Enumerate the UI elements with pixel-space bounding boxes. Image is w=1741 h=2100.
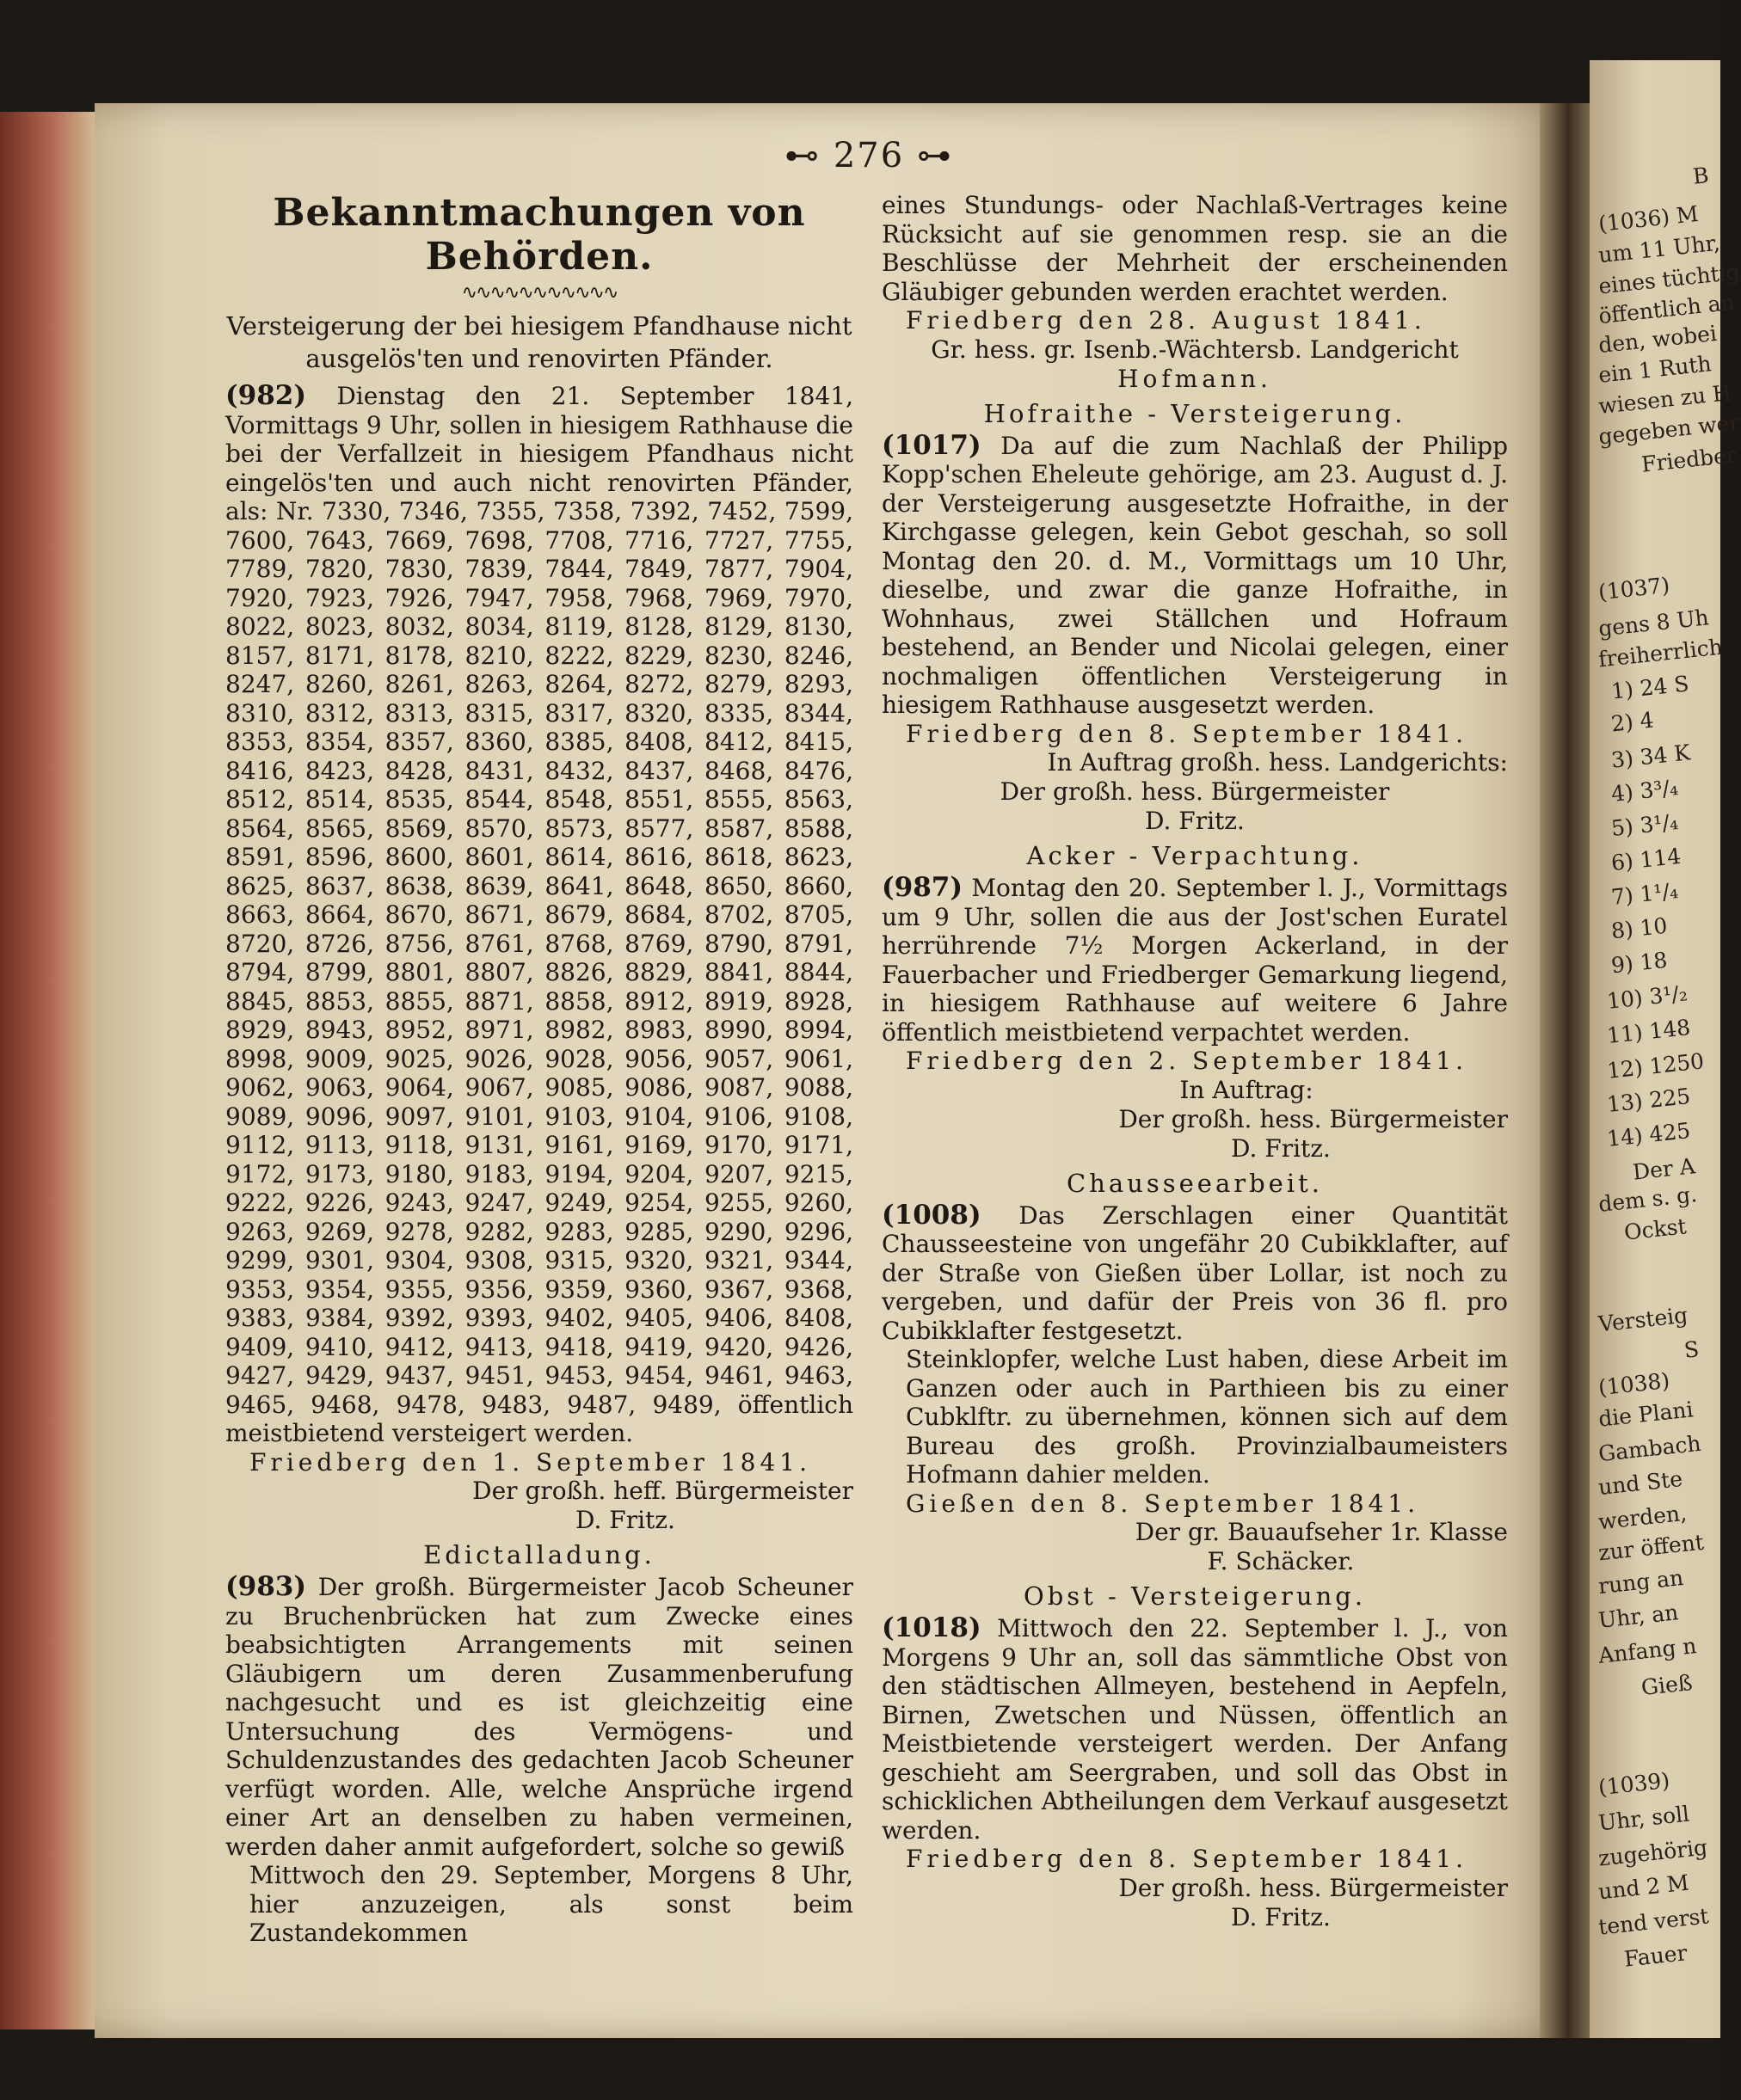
fragment-line: die Plani (1596, 1397, 1695, 1432)
page-number: 276 (833, 136, 905, 175)
fragment-line: zur öffent (1596, 1529, 1706, 1566)
notice-983-continued: Mittwoch den 29. September, Morgens 8 Uhr, hier anzuzeigen, als sonst beim Zustandekommen (249, 1861, 853, 1948)
fragment-line: und 2 M (1596, 1870, 1690, 1905)
signature-name: F. Schäcker. (1207, 1547, 1355, 1575)
fragment-line: eines tüchtig (1596, 259, 1741, 299)
notice-983-end: eines Stundungs- oder Nachlaß-Vertrages keine Rücksicht auf sie genommen resp. sie an die Beschlüsse der Mehrheit der erscheinenden Gläubiger gebunden werden erachtet werden. (882, 191, 1508, 306)
signature-line: In Auftrag großh. hess. Landgerichts: (1047, 748, 1508, 777)
notice-987 (882, 874, 1508, 1047)
fragment-line: (1036) M (1596, 200, 1700, 237)
next-page-fragment (1590, 60, 1741, 2038)
signature-line: Der großh. hess. Bürgermeister (1118, 1104, 1508, 1133)
section-title: Bekanntmachungen von Behörden. (273, 191, 806, 279)
fragment-line: Anfang n (1596, 1633, 1698, 1668)
place-date: Friedberg den 1. September 1841. (249, 1447, 811, 1477)
heading-hofraithe: Hofraithe - Versteigerung. (983, 398, 1406, 428)
notice-1008-continued: Steinklopfer, welche Lust haben, diese Arbeit im Ganzen oder auch in Parthieen bis zu einer Cubklftr. zu übernehmen, können sich auf dem Bureau des großh. Provinzialbaumeisters Hofmann dahier melden. (906, 1345, 1508, 1489)
signature-name: Hofmann. (1117, 364, 1272, 393)
fragment-line: wiesen zu H (1596, 379, 1732, 420)
notice-number: (1017) (882, 429, 981, 461)
fragment-line: 5) 3¹/₄ (1609, 809, 1680, 841)
fragment-line: gens 8 Uh (1596, 605, 1710, 642)
fragment-line: 13) 225 (1605, 1083, 1692, 1118)
place-date: Friedberg den 2. September 1841. (906, 1047, 1467, 1075)
fragment-line: B (1691, 163, 1710, 189)
page-number-header (757, 136, 981, 175)
fragment-line: und Ste (1596, 1465, 1684, 1501)
fragment-line: Gambach (1596, 1430, 1702, 1467)
place-date: Friedberg den 28. August 1841. (906, 306, 1426, 335)
fragment-line: Der A (1631, 1153, 1697, 1185)
place-date: Friedberg den 8. September 1841. (906, 719, 1467, 748)
fragment-line: Friedber (1639, 442, 1738, 477)
place-date: Friedberg den 8. September 1841. (906, 1845, 1467, 1873)
fragment-line: Versteig (1596, 1302, 1689, 1337)
notice-text: Der großh. Bürgermeister Jacob Scheuner zu Bruchenbrücken hat zum Zwecke eines beabsichtigten Arrangements mit seinen Gläubigern um deren Zusammenberufung nachgesucht und es ist gleichzeitig eine Untersuchung des Vermögens- und Schuldenzustandes des gedachten Jacob Scheuner verfügt worden. Alle, welche Ansprüche irgend einer Art an denselben zu haben vermeinen, werden daher anmit aufgefordert, solche so gewiß (225, 1573, 853, 1861)
heading-pfand: Versteigerung der bei hiesigem Pfandhause nicht ausgelös'ten und renovirten Pfänder. (226, 311, 852, 373)
notice-982 (225, 382, 853, 1448)
fragment-line: öffentlich an (1596, 289, 1736, 329)
signature-line: Der großh. hess. Bürgermeister (1000, 777, 1390, 806)
notice-1018 (882, 1614, 1508, 1845)
fragment-line: 1) 24 S (1609, 671, 1690, 704)
fragment-line: gegeben wer (1596, 409, 1741, 450)
fragment-line: (1039) (1596, 1767, 1671, 1801)
signature-name: D. Fritz. (1231, 1133, 1331, 1163)
notice-text: Montag den 20. September l. J., Vormittags um 9 Uhr, sollen die aus der Jost'schen Euratel herrührende 7½ Morgen Ackerland, in der Fauerbacher und Friedberger Gemarkung liegend, in hiesigem Rathhause auf weitere 6 Jahre öffentlich meistbietend verpachtet werden. (882, 874, 1508, 1047)
signature-line: Gr. hess. gr. Isenb.-Wächtersb. Landgericht (931, 335, 1459, 364)
fragment-line: (1038) (1596, 1367, 1671, 1401)
notice-text: Da auf die zum Nachlaß der Philipp Kopp'schen Eheleute gehörige, am 23. August d. J. der Versteigerung ausgesetzte Hofraithe, in der Kirchgasse gelegen, kein Gebot geschah, so soll Montag den 20. d. M., Vormittags um 10 Uhr, dieselbe, und zwar die ganze Hofraithe, in Wohnhaus, zwei Ställchen und Hofraum bestehend, an Bender und Nicolai gelegen, einer nochmaligen öffentlichen Versteigerung in hiesigem Rathhause ausgesetzt werden. (882, 431, 1508, 719)
signature-name: D. Fritz. (1145, 807, 1245, 835)
notice-text: Das Zerschlagen einer Quantität Chausseesteine von ungefähr 20 Cubikklafter, auf der Straße von Gießen über Lollar, ist noch zu vergeben, und dafür der Preis von 36 fl. pro Cubikklafter festgesetzt. (882, 1200, 1508, 1345)
fragment-line: 3) 34 K (1609, 740, 1692, 773)
fragment-line: 14) 425 (1605, 1117, 1692, 1152)
fragment-line: den, wobei (1596, 320, 1719, 359)
notice-number: (982) (225, 380, 307, 412)
fragment-line: Ockst (1622, 1213, 1688, 1245)
right-column (882, 191, 1508, 1932)
fragment-line: Uhr, an (1596, 1600, 1680, 1633)
fragment-line: Fauer (1622, 1940, 1689, 1972)
fragment-line: 8) 10 (1609, 912, 1669, 944)
decoration-left: ⊷ (784, 136, 821, 175)
fragment-line: 4) 3³/₄ (1609, 775, 1680, 807)
signature-name: D. Fritz. (575, 1506, 675, 1535)
fragment-line: 9) 18 (1609, 947, 1669, 979)
fragment-line: zugehörig (1596, 1834, 1709, 1871)
notice-text: Dienstag den 21. September 1841, Vormittags 9 Uhr, sollen in hiesigem Rathhause die bei der Verfallzeit in hiesigem Pfandhaus nicht eingelös'ten und auch nicht renovirten Pfänder, als: Nr. 7330, 7346, 7355, 7358, 7392, 7452, 7599, 7600, 7643, 7669, 7698, 7708, 7716, 7727, 7755, 7789, 7820, 7830, 7839, 7844, 7849, 7877, 7904, 7920, 7923, 7926, 7947, 7958, 7968, 7969, 7970, 8022, 8023, 8032, 8034, 8119, 8128, 8129, 8130, 8157, 8171, 8178, 8210, 8222, 8229, 8230, 8246, 8247, 8260, 8261, 8263, 8264, 8272, 8279, 8293, 8310, 8312, 8313, 8315, 8317, 8320, 8335, 8344, 8353, 8354, 8357, 8360, 8385, 8408, 8412, 8415, 8416, 8423, 8428, 8431, 8432, 8437, 8468, 8476, 8512, 8514, 8535, 8544, 8548, 8551, 8555, 8563, 8564, 8565, 8569, 8570, 8573, 8577, 8587, 8588, 8591, 8596, 8600, 8601, 8614, 8616, 8618, 8623, 8625, 8637, 8638, 8639, 8641, 8648, 8650, 8660, 8663, 8664, 8670, 8671, 8679, 8684, 8702, 8705, 8720, 8726, 8756, 8761, 8768, 8769, 8790, 8791, 8794, 8799, 8801, 8807, 8826, 8829, 8841, 8844, 8845, 8853, 8855, 8871, 8858, 8912, 8919, 8928, 8929, 8943, 8952, 8971, 8982, 8983, 8990, 8994, 8998, 9009, 9025, 9026, 9028, 9056, 9057, 9061, 9062, 9063, 9064, 9067, 9085, 9086, 9087, 9088, 9089, 9096, 9097, 9101, 9103, 9104, 9106, 9108, 9112, 9113, 9118, 9131, 9161, 9169, 9170, 9171, 9172, 9173, 9180, 9183, 9194, 9204, 9207, 9215, 9222, 9226, 9243, 9247, 9249, 9254, 9255, 9260, 9263, 9269, 9278, 9282, 9283, 9285, 9290, 9296, 9299, 9301, 9304, 9308, 9315, 9320, 9321, 9344, 9353, 9354, 9355, 9356, 9359, 9360, 9367, 9368, 9383, 9384, 9392, 9393, 9402, 9405, 9406, 8408, 9409, 9410, 9412, 9413, 9418, 9419, 9420, 9426, 9427, 9429, 9437, 9451, 9453, 9454, 9461, 9463, 9465, 9468, 9478, 9483, 9487, 9489, öffentlich meistbietend versteigert werden. (225, 382, 853, 1448)
decoration-right: ⊶ (916, 136, 953, 175)
fragment-line: Gieß (1639, 1669, 1694, 1701)
heading-obst: Obst - Versteigerung. (1023, 1581, 1367, 1611)
fragment-line: (1037) (1596, 572, 1671, 605)
heading-edict: Edictalladung. (423, 1540, 655, 1570)
notice-text: Mittwoch den 22. September l. J., von Morgens 9 Uhr an, soll das sämmtliche Obst von den städtischen Allmeyen, bestehend in Aepfeln, Birnen, Zwetschen und Nüssen, öffentlich an Meistbietende versteigert werden. Der Anfang geschieht am Seergraben, und soll das Obst in schicklichen Abtheilungen dem Verkauf ausgesetzt werden. (882, 1614, 1508, 1845)
notice-number: (983) (225, 1571, 307, 1603)
notice-number: (987) (882, 872, 963, 903)
page-edge-left (0, 112, 103, 2029)
notice-number: (1018) (882, 1612, 981, 1643)
fragment-line: 11) 148 (1605, 1014, 1692, 1049)
fragment-line: freiherrlich (1596, 634, 1725, 672)
fragment-line: 2) 4 (1609, 707, 1655, 737)
book-gutter (1540, 103, 1591, 2038)
signature-line: In Auftrag: (1179, 1075, 1313, 1104)
signature-line: Der großh. hess. Bürgermeister (1118, 1873, 1508, 1902)
signature-line: Der gr. Bauaufseher 1r. Klasse (1135, 1518, 1508, 1546)
fragment-line: werden, (1596, 1500, 1689, 1535)
left-column (225, 191, 853, 1948)
fragment-line: 10) 3¹/₂ (1605, 980, 1689, 1014)
fragment-line: 7) 1¹/₄ (1609, 878, 1680, 910)
fragment-line: um 11 Uhr, (1596, 230, 1721, 268)
notice-number: (1008) (882, 1199, 981, 1231)
signature-line: Der großh. heff. Bürgermeister (472, 1477, 853, 1506)
notice-983 (225, 1573, 853, 1861)
fragment-line: 6) 114 (1609, 843, 1683, 876)
fragment-line: Uhr, soll (1596, 1801, 1691, 1836)
signature-name: D. Fritz. (1231, 1902, 1331, 1931)
heading-acker: Acker - Verpachtung. (1026, 841, 1363, 870)
notice-1017 (882, 429, 1508, 720)
heading-chaussee: Chausseearbeit. (1067, 1168, 1323, 1198)
fragment-line: tend verst (1596, 1903, 1710, 1940)
place-date: Gießen den 8. September 1841. (906, 1489, 1420, 1518)
notice-1008 (882, 1201, 1508, 1346)
ornament-rule: ∿∿∿∿∿∿∿∿∿∿∿ (461, 282, 618, 304)
fragment-line: ein 1 Ruth (1596, 351, 1713, 388)
fragment-line: 12) 1250 (1605, 1048, 1706, 1084)
fragment-line: dem s. g. (1596, 1182, 1699, 1217)
fragment-line: rung an (1596, 1564, 1685, 1600)
fragment-line: S (1683, 1336, 1701, 1363)
